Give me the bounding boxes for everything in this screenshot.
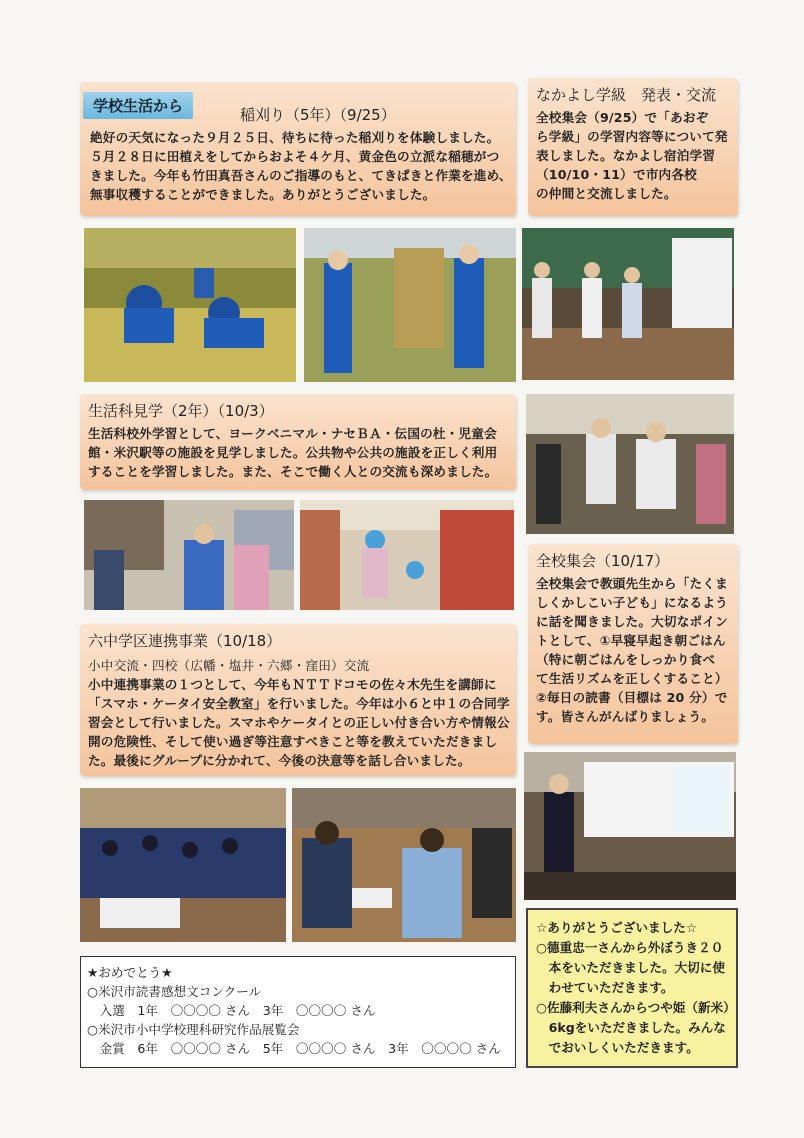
rokuchu-box	[80, 624, 516, 776]
rokuchu-title: 六中学区連携事業（10/18）	[88, 632, 282, 650]
text-line: 開の危険性、そして使い過ぎ等注意すべきこと等を教えていただきまし	[88, 734, 498, 749]
text-line: トとして、①早寝早起き朝ごはん	[536, 633, 726, 648]
zenko-title: 全校集会（10/17）	[536, 552, 670, 570]
rice-harvest-photo-1	[84, 228, 296, 382]
text-line: ○米沢市読書感想文コンクール	[87, 984, 262, 999]
text-line: （特に朝ごはんをしっかり食べ	[536, 652, 716, 667]
text-line: 全校集会（9/25）で「あおぞ	[536, 110, 709, 125]
text-line: ○米沢市小中学校理科研究作品展覧会	[87, 1022, 300, 1037]
rokuchu-text	[88, 656, 510, 770]
text-line: でおいしくいただきます。	[536, 1040, 699, 1055]
text-line: ②毎日の読書（目標は 20 分）で	[536, 690, 728, 705]
congrats-title: ★おめでとう★	[87, 965, 173, 980]
gym-photo	[80, 788, 286, 942]
field-trip-photo-1	[84, 500, 294, 610]
text-line: 館・米沢駅等の施設を見学しました。公共物や公共の施設を正しく利用	[88, 445, 498, 460]
text-line: 入選 1年 〇〇〇〇 さん 3年 〇〇〇〇 さん	[87, 1003, 376, 1018]
nakayoshi-box	[528, 78, 738, 216]
text-line: す。皆さんがんばりましょう。	[536, 709, 715, 724]
text-line: 表しました。なかよし宿泊学習	[536, 148, 716, 163]
school-life-box	[80, 82, 516, 216]
group-discussion-photo	[292, 788, 516, 942]
text-line: 小中交流・四校（広幡・塩井・六郷・窪田）交流	[88, 658, 370, 673]
text-line: ○德重忠一さんから外ぼうき２０	[536, 940, 724, 955]
text-line: 「スマホ・ケータイ安全教室」を行いました。今年は小６と中１の合同学	[88, 696, 510, 711]
zenko-box	[528, 544, 738, 744]
text-line: しくかしこい子ども」になるよう	[536, 595, 728, 610]
rice-harvest-title: 稲刈り（5年）（9/25）	[240, 106, 396, 124]
zenko-text	[536, 574, 728, 726]
text-line: た。最後にグループに分かれて、今後の決意等を話し合いました。	[88, 753, 471, 768]
text-line: ら学級」の学習内容等について発	[536, 129, 728, 144]
text-line: て生活リズムを正しくすること）	[536, 671, 728, 686]
seikatsu-text	[88, 424, 497, 481]
zenko-photo-2	[524, 752, 736, 900]
rice-harvest-photo-2	[304, 228, 516, 382]
text-line: 無事収穫することができました。ありがとうございました。	[90, 187, 436, 202]
rice-harvest-text	[90, 128, 512, 204]
zenko-photo-1	[526, 394, 734, 534]
text-line: 習会として行いました。スマホやケータイとの正しい付き合い方や情報公	[88, 715, 510, 730]
nakayoshi-title: なかよし学級 発表・交流	[536, 86, 717, 104]
text-line: 生活科校外学習として、ヨークベニマル・ナセＢＡ・伝国の杜・児童会	[88, 426, 497, 441]
text-line: きました。今年も竹田真吾さんのご指導のもと、てきぱきと作業を進め、	[90, 168, 512, 183]
text-line: 小中連携事業の１つとして、今年もＮＴＴドコモの佐々木先生を講師に	[88, 677, 497, 692]
thanks-content	[536, 918, 736, 1058]
text-line: の仲間と交流しました。	[536, 186, 677, 201]
nakayoshi-text	[536, 108, 728, 203]
text-line: わせていただきます。	[536, 980, 674, 995]
text-line: 全校集会で教頭先生から「たくま	[536, 576, 728, 591]
thanks-title: ☆ありがとうございました☆	[536, 920, 698, 935]
congrats-content	[87, 963, 501, 1058]
seikatsu-box	[80, 394, 516, 490]
text-line: 金賞 6年 〇〇〇〇 さん 5年 〇〇〇〇 さん 3年 〇〇〇〇 さん	[87, 1041, 501, 1056]
section-tag: 学校生活から	[83, 92, 193, 119]
seikatsu-title: 生活科見学（2年）（10/3）	[88, 402, 274, 420]
text-line: に話を聞きました。大切なポイン	[536, 614, 728, 629]
text-line: 本をいただきました。大切に使	[536, 960, 725, 975]
text-line: 6kgをいただきました。みんな	[536, 1020, 726, 1035]
text-line: 絶好の天気になった９月２５日、待ちに待った稲刈りを体験しました。	[90, 130, 500, 145]
text-line: （10/10・11）で市内各校	[536, 167, 697, 182]
field-trip-photo-2	[300, 500, 514, 610]
congrats-box	[80, 956, 516, 1068]
text-line: することを学習しました。また、そこで働く人との交流も深めました。	[88, 464, 498, 479]
text-line: ○佐藤利夫さんからつや姫（新米）	[536, 1000, 736, 1015]
thanks-box	[526, 908, 738, 1068]
nakayoshi-photo	[522, 228, 734, 380]
text-line: ５月２８日に田植えをしてからおよそ４ケ月、黄金色の立派な稲穂がつ	[90, 149, 500, 164]
